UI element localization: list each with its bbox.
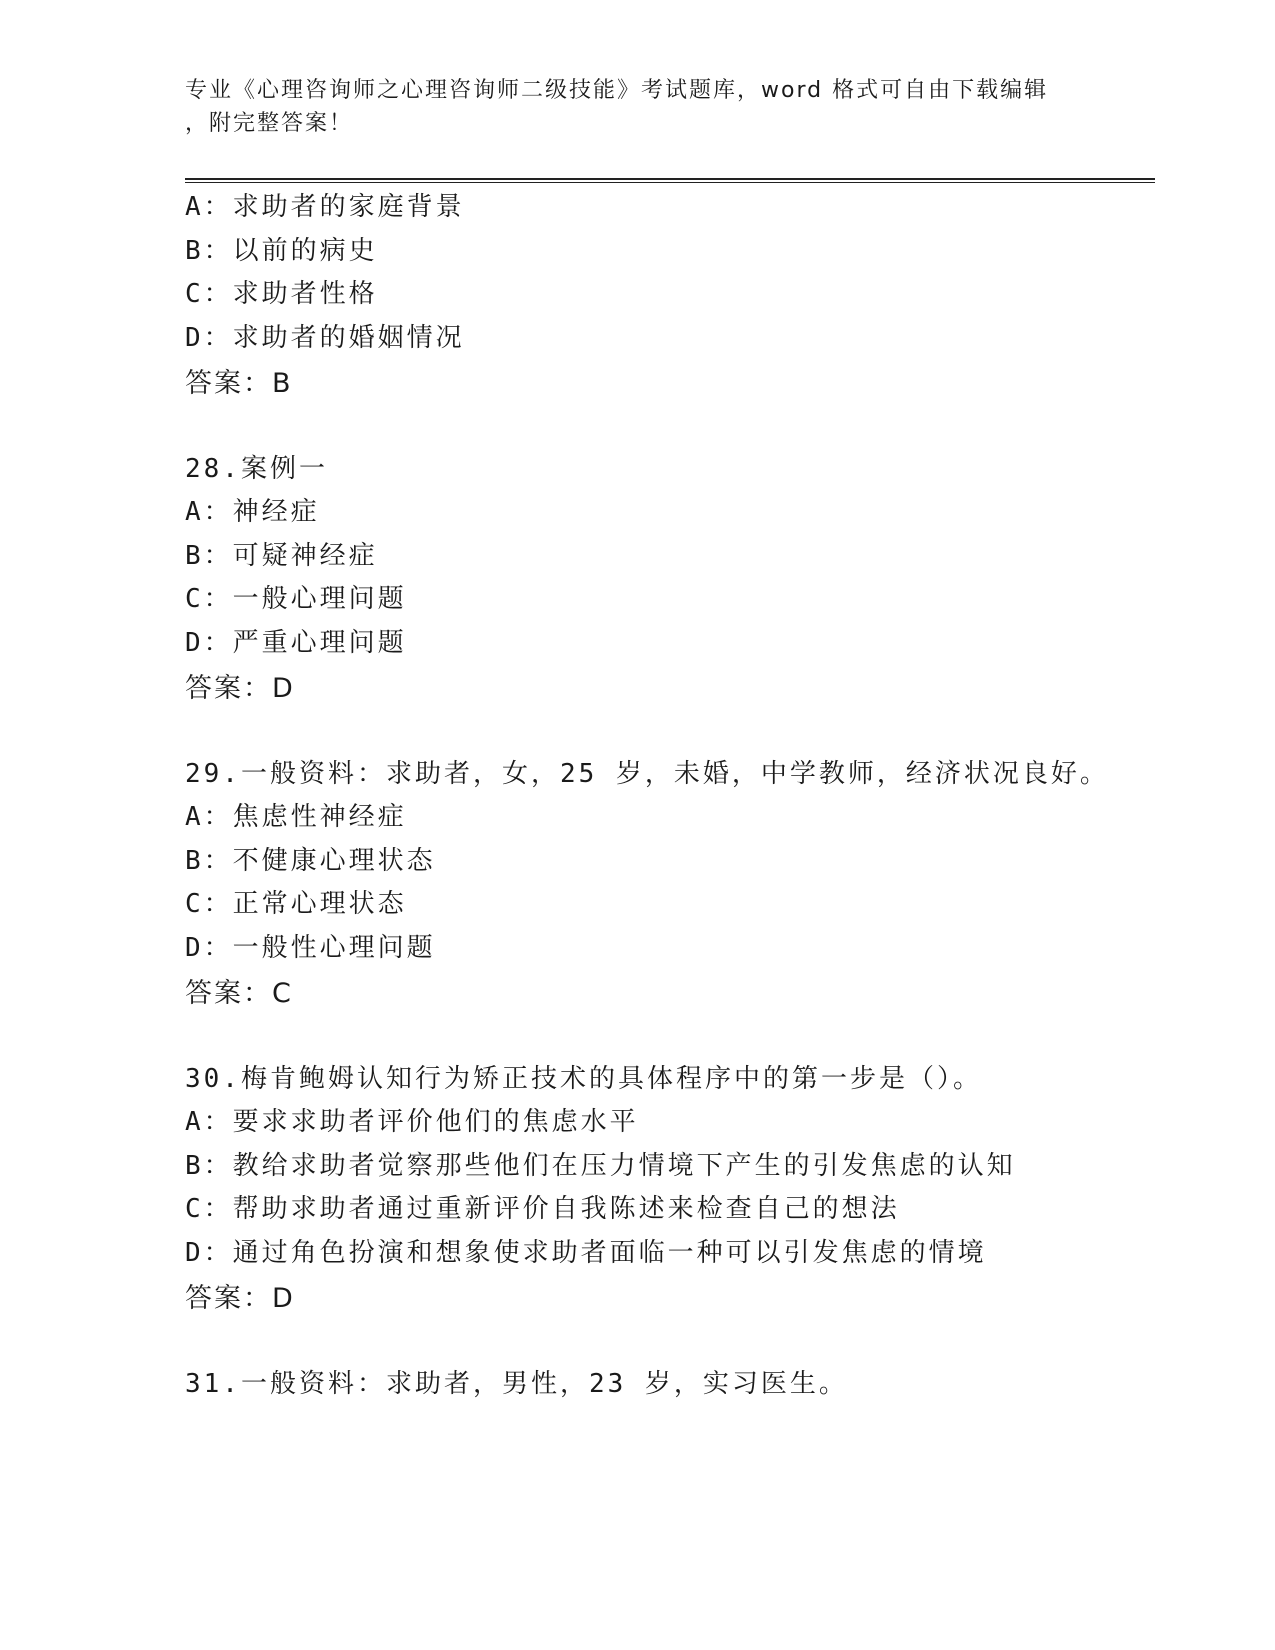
q27-option-d: D：求助者的婚姻情况 [185, 323, 465, 353]
q28-option-b: B：可疑神经症 [185, 541, 378, 571]
q28-option-a: A：神经症 [185, 497, 320, 527]
q30-option-c: C：帮助求助者通过重新评价自我陈述来检查自己的想法 [185, 1194, 900, 1224]
q30-option-a: A：要求求助者评价他们的焦虑水平 [185, 1107, 639, 1137]
q29-option-d: D：一般性心理问题 [185, 933, 436, 963]
q27-option-a: A：求助者的家庭背景 [185, 192, 465, 222]
q30-option-b: B：教给求助者觉察那些他们在压力情境下产生的引发焦虑的认知 [185, 1151, 1016, 1181]
q28-answer: 答案：D [185, 673, 295, 704]
q28-stem: 28.案例一 [185, 454, 328, 484]
header-line-2: ，附完整答案！ [185, 111, 354, 136]
q30-answer: 答案：D [185, 1283, 295, 1314]
q31-stem: 31.一般资料：求助者，男性，23 岁，实习医生。 [185, 1369, 848, 1399]
q29-answer: 答案：C [185, 978, 293, 1009]
q28-option-d: D：严重心理问题 [185, 628, 407, 658]
q27-option-b: B：以前的病史 [185, 236, 378, 266]
q30-stem: 30.梅肯鲍姆认知行为矫正技术的具体程序中的第一步是（）。 [185, 1064, 982, 1094]
q29-option-c: C：正常心理状态 [185, 889, 407, 919]
q28-option-c: C：一般心理问题 [185, 584, 407, 614]
q27-answer: 答案：B [185, 368, 293, 399]
q30-option-d: D：通过角色扮演和想象使求助者面临一种可以引发焦虑的情境 [185, 1238, 987, 1268]
q29-option-b: B：不健康心理状态 [185, 846, 436, 876]
header-divider [185, 178, 1155, 183]
q29-stem: 29.一般资料：求助者，女，25 岁，未婚，中学教师，经济状况良好。 [185, 759, 1109, 789]
q29-option-a: A：焦虑性神经症 [185, 802, 407, 832]
document-header [185, 74, 1065, 140]
q27-option-c: C：求助者性格 [185, 279, 378, 309]
header-line-1: 专业《心理咨询师之心理咨询师二级技能》考试题库，word 格式可自由下载编辑 [185, 78, 1049, 103]
